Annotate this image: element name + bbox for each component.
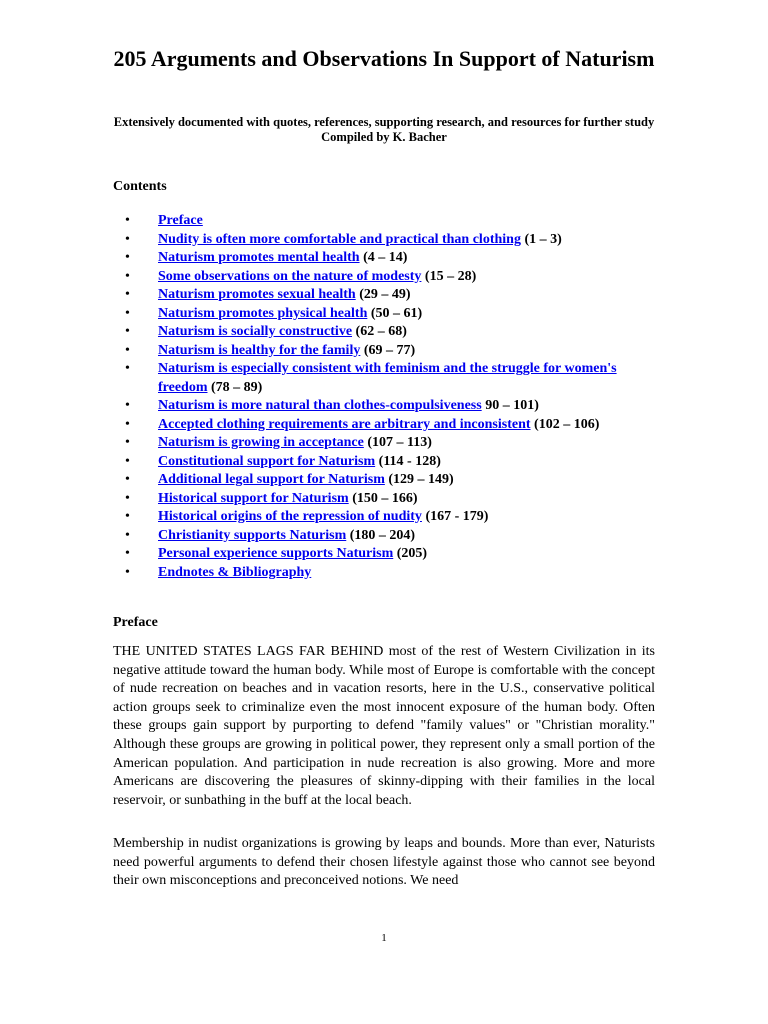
toc-item	[113, 416, 658, 435]
toc-item	[113, 305, 658, 324]
toc-link[interactable]: Some observations on the nature of modesty	[158, 268, 422, 284]
toc-item	[113, 490, 658, 509]
toc-link[interactable]: Naturism is more natural than clothes-compulsiveness	[158, 398, 482, 413]
bullet-icon: •	[125, 268, 130, 284]
toc-item	[113, 342, 658, 361]
bullet-icon: •	[125, 250, 130, 265]
toc-item	[113, 527, 658, 546]
toc-link[interactable]: Naturism is healthy for the family	[158, 342, 361, 358]
toc-item	[113, 249, 658, 268]
toc-range: (29 – 49)	[355, 287, 411, 302]
page-number: 1	[381, 932, 387, 944]
bullet-icon: •	[125, 509, 130, 524]
toc-range: (129 – 149)	[384, 472, 454, 487]
bullet-icon: •	[125, 361, 130, 376]
toc-link[interactable]: Naturism promotes sexual health	[158, 287, 356, 302]
toc-link[interactable]: Naturism is growing in acceptance	[158, 435, 364, 450]
bullet-icon: •	[125, 472, 130, 487]
toc-item	[113, 212, 658, 231]
toc-item	[113, 508, 658, 527]
bullet-icon: •	[125, 398, 130, 413]
toc-link[interactable]: Personal experience supports Naturism	[158, 546, 394, 561]
bullet-icon: •	[125, 564, 130, 580]
toc-item	[113, 360, 658, 397]
toc-link[interactable]: Naturism is socially constructive	[158, 324, 353, 339]
toc-item	[113, 231, 658, 250]
toc-item	[113, 453, 658, 472]
toc-range: (69 – 77)	[360, 342, 416, 358]
bullet-icon: •	[125, 305, 130, 321]
toc-link[interactable]: Historical origins of the repression of nudity	[158, 509, 422, 524]
toc-range: (1 – 3)	[520, 231, 562, 247]
bullet-icon: •	[125, 287, 130, 302]
toc-link[interactable]: Historical support for Naturism	[158, 490, 349, 506]
bullet-icon: •	[125, 490, 130, 506]
toc-link[interactable]: Naturism is especially consistent with feminism and the struggle for women's freedom	[158, 361, 617, 395]
document-title: 205 Arguments and Observations In Support of Naturism	[113, 46, 655, 71]
bullet-icon: •	[125, 324, 130, 339]
toc-range: (107 – 113)	[363, 435, 432, 450]
toc-range: (78 – 89)	[207, 379, 263, 395]
bullet-icon: •	[125, 213, 130, 228]
bullet-icon: •	[125, 546, 130, 561]
toc-link[interactable]: Preface	[158, 213, 203, 228]
bullet-icon: •	[125, 231, 130, 247]
table-of-contents	[113, 212, 658, 582]
toc-link[interactable]: Christianity supports Naturism	[158, 527, 347, 543]
preface-paragraph-2: Membership in nudist organizations is growing by leaps and bounds. More than ever, Naturists need powerful arguments to defend their chosen lifestyle against those who cannot see beyond their own misconceptions and preconceived notions. We need	[113, 836, 655, 889]
toc-range: (15 – 28)	[421, 268, 477, 284]
contents-heading: Contents	[113, 179, 167, 194]
bullet-icon: •	[125, 435, 130, 450]
toc-range: (205)	[393, 546, 428, 561]
toc-range: (62 – 68)	[352, 324, 407, 339]
toc-item	[113, 564, 658, 583]
bullet-icon: •	[125, 453, 130, 469]
document-subtitle: Extensively documented with quotes, references, supporting research, and resources for further study Compiled by K. Bacher	[113, 115, 655, 144]
toc-range: (4 – 14)	[359, 250, 408, 265]
toc-range: (102 – 106)	[530, 416, 600, 432]
toc-range: (167 - 179)	[421, 509, 489, 524]
toc-link[interactable]: Constitutional support for Naturism	[158, 453, 376, 469]
toc-range: (180 – 204)	[346, 527, 416, 543]
toc-link[interactable]: Endnotes & Bibliography	[158, 564, 312, 580]
preface-paragraph-1: THE UNITED STATES LAGS FAR BEHIND most of the rest of Western Civilization in its negative attitude toward the human body. While most of Europe is comfortable with the concept of nude recreation on beaches and in vacation resorts, here in the U.S., conservative political action groups seek to criminalize even the most innocent exposure of the human body. Often these groups gain support by purporting to defend "family values" or "Christian morality." Although these groups are growing in political power, they represent only a small portion of the American population. And participation in nude recreation is also growing. More and more Americans are discovering the pleasures of skinny-dipping with their families in the local reservoir, or sunbathing in the buff at the local beach.	[113, 644, 655, 808]
toc-item	[113, 434, 658, 453]
toc-item	[113, 397, 658, 416]
toc-link[interactable]: Naturism promotes physical health	[158, 305, 368, 321]
toc-range: (150 – 166)	[348, 490, 418, 506]
toc-item	[113, 471, 658, 490]
toc-range: (50 – 61)	[367, 305, 423, 321]
toc-link[interactable]: Accepted clothing requirements are arbitrary and inconsistent	[158, 416, 531, 432]
toc-range: 90 – 101)	[481, 398, 539, 413]
bullet-icon: •	[125, 416, 130, 432]
toc-item	[113, 323, 658, 342]
toc-item	[113, 286, 658, 305]
toc-item	[113, 545, 658, 564]
toc-link[interactable]: Nudity is often more comfortable and practical than clothing	[158, 231, 521, 247]
bullet-icon: •	[125, 342, 130, 358]
toc-link[interactable]: Naturism promotes mental health	[158, 250, 360, 265]
toc-link[interactable]: Additional legal support for Naturism	[158, 472, 385, 487]
toc-item	[113, 268, 658, 287]
bullet-icon: •	[125, 527, 130, 543]
preface-heading: Preface	[113, 615, 158, 630]
toc-range: (114 - 128)	[375, 453, 441, 469]
